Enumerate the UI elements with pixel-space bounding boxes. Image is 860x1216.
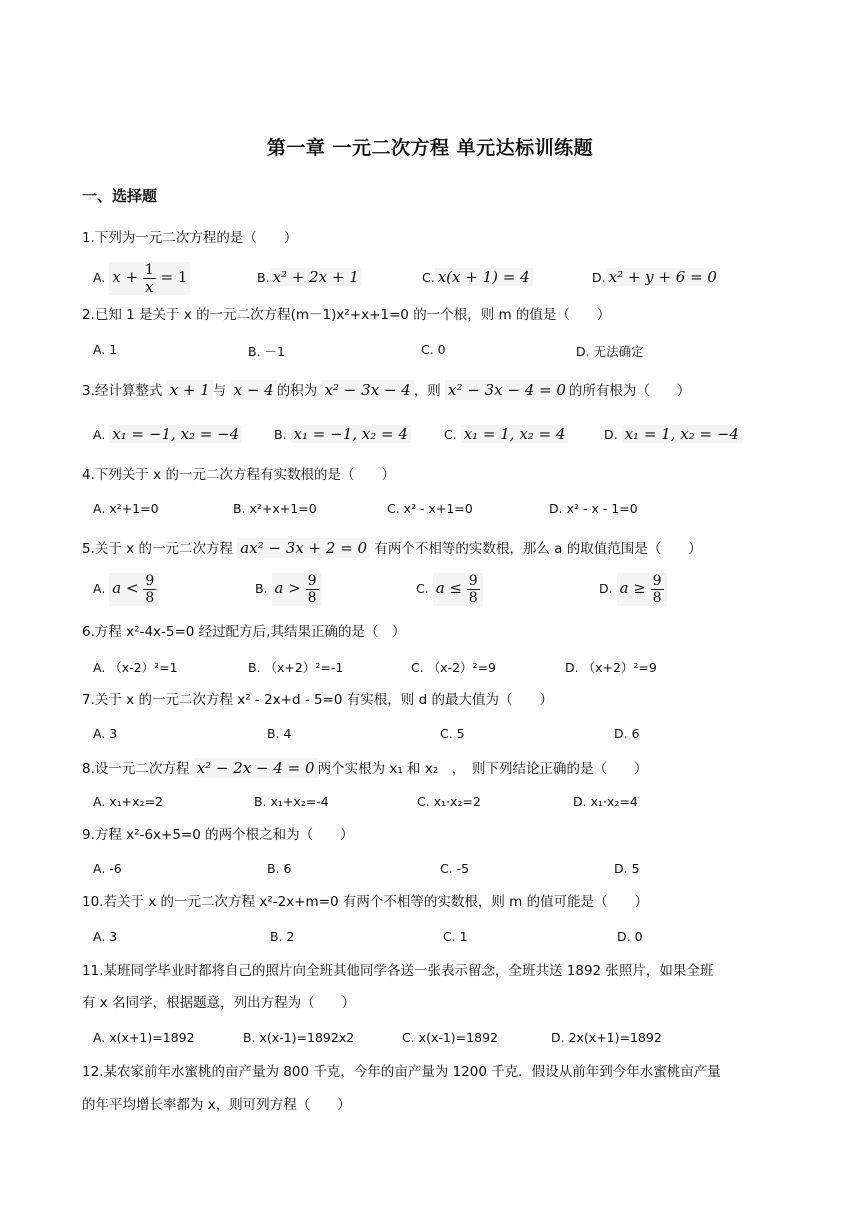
q10-option-a[interactable]: A. 3 [93,929,118,944]
q4-option-a[interactable]: A. x²+1=0 [93,501,159,516]
q3-formula-2: x − 4 [231,380,277,400]
q11-option-a[interactable]: A. x(x+1)=1892 [93,1030,195,1045]
question-3-stem: 3.经计算整式 x + 1 与 x − 4 的积为 x² − 3x − 4 ，则 x² − 3x − 4 = 0 的所有根为（ ） [82,381,691,399]
question-12-line-1: 12.某农家前年水蜜桃的亩产量为 800 千克，今年的亩产量为 1200 千克．假设从前年到今年水蜜桃亩产量 [82,1064,721,1080]
section-heading: 一、选择题 [82,187,158,205]
q1-c-formula: x(x + 1) = 4 [435,268,533,286]
q8-option-c[interactable]: C. x₁·x₂=2 [417,794,481,809]
question-2-stem: 2.已知 1 是关于 x 的一元二次方程(m－1)x²+x+1=0 的一个根，则 m 的值是（ ） [82,307,611,323]
q2-option-d[interactable]: D. 无法确定 [576,344,644,359]
q8-option-a[interactable]: A. x₁+x₂=2 [93,794,163,809]
q1-option-d[interactable]: D. x² + y + 6 = 0 [592,268,720,286]
q10-option-c[interactable]: C. 1 [443,929,468,944]
q1-option-c[interactable]: C. x(x + 1) = 4 [422,268,533,286]
q7-option-b[interactable]: B. 4 [267,726,292,741]
q6-option-c[interactable]: C. （x-2）²=9 [411,660,496,675]
question-9-stem: 9.方程 x²-6x+5=0 的两个根之和为（ ） [82,827,354,843]
q9-option-a[interactable]: A. -6 [93,861,122,876]
q1-d-formula: x² + y + 6 = 0 [606,268,720,286]
question-10-stem: 10.若关于 x 的一元二次方程 x²-2x+m=0 有两个不相等的实数根，则 m 的值可能是（ ） [82,894,649,910]
q4-option-c[interactable]: C. x² - x+1=0 [387,501,473,516]
question-8-stem: 8.设一元二次方程 x² − 2x − 4 = 0 两个实根为 x₁ 和 x₂ ， 则下列结论正确的是（ ） [82,759,648,777]
question-6-stem: 6.方程 x²-4x-5=0 经过配方后,其结果正确的是（ ） [82,624,406,640]
q1-a-formula: x + $\frac{1}{x}$ = 1 [109,262,190,295]
q3-a-formula: x₁ = −1, x₂ = −4 [109,425,242,443]
q4-option-b[interactable]: B. x²+x+1=0 [233,501,317,516]
q3-d-formula: x₁ = 1, x₂ = −4 [622,425,742,443]
q9-option-b[interactable]: B. 6 [267,861,292,876]
q8-formula: x² − 2x − 4 = 0 [194,758,318,778]
q7-option-d[interactable]: D. 6 [614,726,640,741]
q1-option-b[interactable]: B. x² + 2x + 1 [257,268,362,286]
q9-option-d[interactable]: D. 5 [614,861,640,876]
q10-option-b[interactable]: B. 2 [270,929,295,944]
q4-option-d[interactable]: D. x² - x - 1=0 [549,501,638,516]
q3-option-b[interactable]: B. x₁ = −1, x₂ = 4 [274,425,411,443]
q3-b-formula: x₁ = −1, x₂ = 4 [291,425,411,443]
q2-option-b[interactable]: B. －1 [248,344,285,359]
question-11-line-2: 有 x 名同学，根据题意，列出方程为（ ） [82,995,356,1011]
question-12-line-2: 的年平均增长率都为 x，则可列方程（ ） [82,1097,351,1113]
question-11-line-1: 11.某班同学毕业时都将自己的照片向全班其他同学各送一张表示留念，全班共送 1892 张照片，如果全班 [82,963,714,979]
q6-option-a[interactable]: A. （x-2）²=1 [93,660,178,675]
q9-option-c[interactable]: C. -5 [440,861,470,876]
q6-option-b[interactable]: B. （x+2）²=-1 [248,660,344,675]
q7-option-a[interactable]: A. 3 [93,726,118,741]
question-5-stem: 5.关于 x 的一元二次方程 ax² − 3x + 2 = 0 有两个不相等的实数根，那么 a 的取值范围是（ ） [82,539,702,557]
q3-option-a[interactable]: A. x₁ = −1, x₂ = −4 [93,425,242,443]
question-1-stem: 1.下列为一元二次方程的是（ ） [82,230,298,246]
q11-option-d[interactable]: D. 2x(x+1)=1892 [551,1030,662,1045]
q11-option-c[interactable]: C. x(x-1)=1892 [402,1030,498,1045]
q8-option-b[interactable]: B. x₁+x₂=-4 [254,794,329,809]
q5-option-a[interactable]: A. a < $\frac{9}{8}$ [93,573,159,606]
q1-b-formula: x² + 2x + 1 [270,268,362,286]
q3-option-c[interactable]: C. x₁ = 1, x₂ = 4 [444,425,568,443]
q3-c-formula: x₁ = 1, x₂ = 4 [461,425,569,443]
q5-formula: ax² − 3x + 2 = 0 [237,538,370,558]
q2-option-c[interactable]: C. 0 [421,342,446,357]
q10-option-d[interactable]: D. 0 [617,929,643,944]
page-title: 第一章 一元二次方程 单元达标训练题 [266,137,594,159]
q1-option-a[interactable]: A. x + $\frac{1}{x}$ = 1 [93,262,190,295]
q6-option-d[interactable]: D. （x+2）²=9 [565,660,657,675]
q2-option-a[interactable]: A. 1 [93,342,118,357]
q8-option-d[interactable]: D. x₁·x₂=4 [573,794,638,809]
q3-formula-4: x² − 3x − 4 = 0 [445,380,569,400]
q3-formula-3: x² − 3x − 4 [322,380,414,400]
q3-option-d[interactable]: D. x₁ = 1, x₂ = −4 [604,425,742,443]
q3-formula-1: x + 1 [167,380,213,400]
q5-option-b[interactable]: B. a > $\frac{9}{8}$ [255,573,322,606]
q11-option-b[interactable]: B. x(x-1)=1892x2 [243,1030,355,1045]
question-4-stem: 4.下列关于 x 的一元二次方程有实数根的是（ ） [82,467,395,483]
question-7-stem: 7.关于 x 的一元二次方程 x² - 2x+d - 5=0 有实根，则 d 的最大值为（ ） [82,692,553,708]
q5-option-d[interactable]: D. a ≥ $\frac{9}{8}$ [599,573,667,606]
q7-option-c[interactable]: C. 5 [440,726,465,741]
q5-option-c[interactable]: C. a ≤ $\frac{9}{8}$ [416,573,483,606]
